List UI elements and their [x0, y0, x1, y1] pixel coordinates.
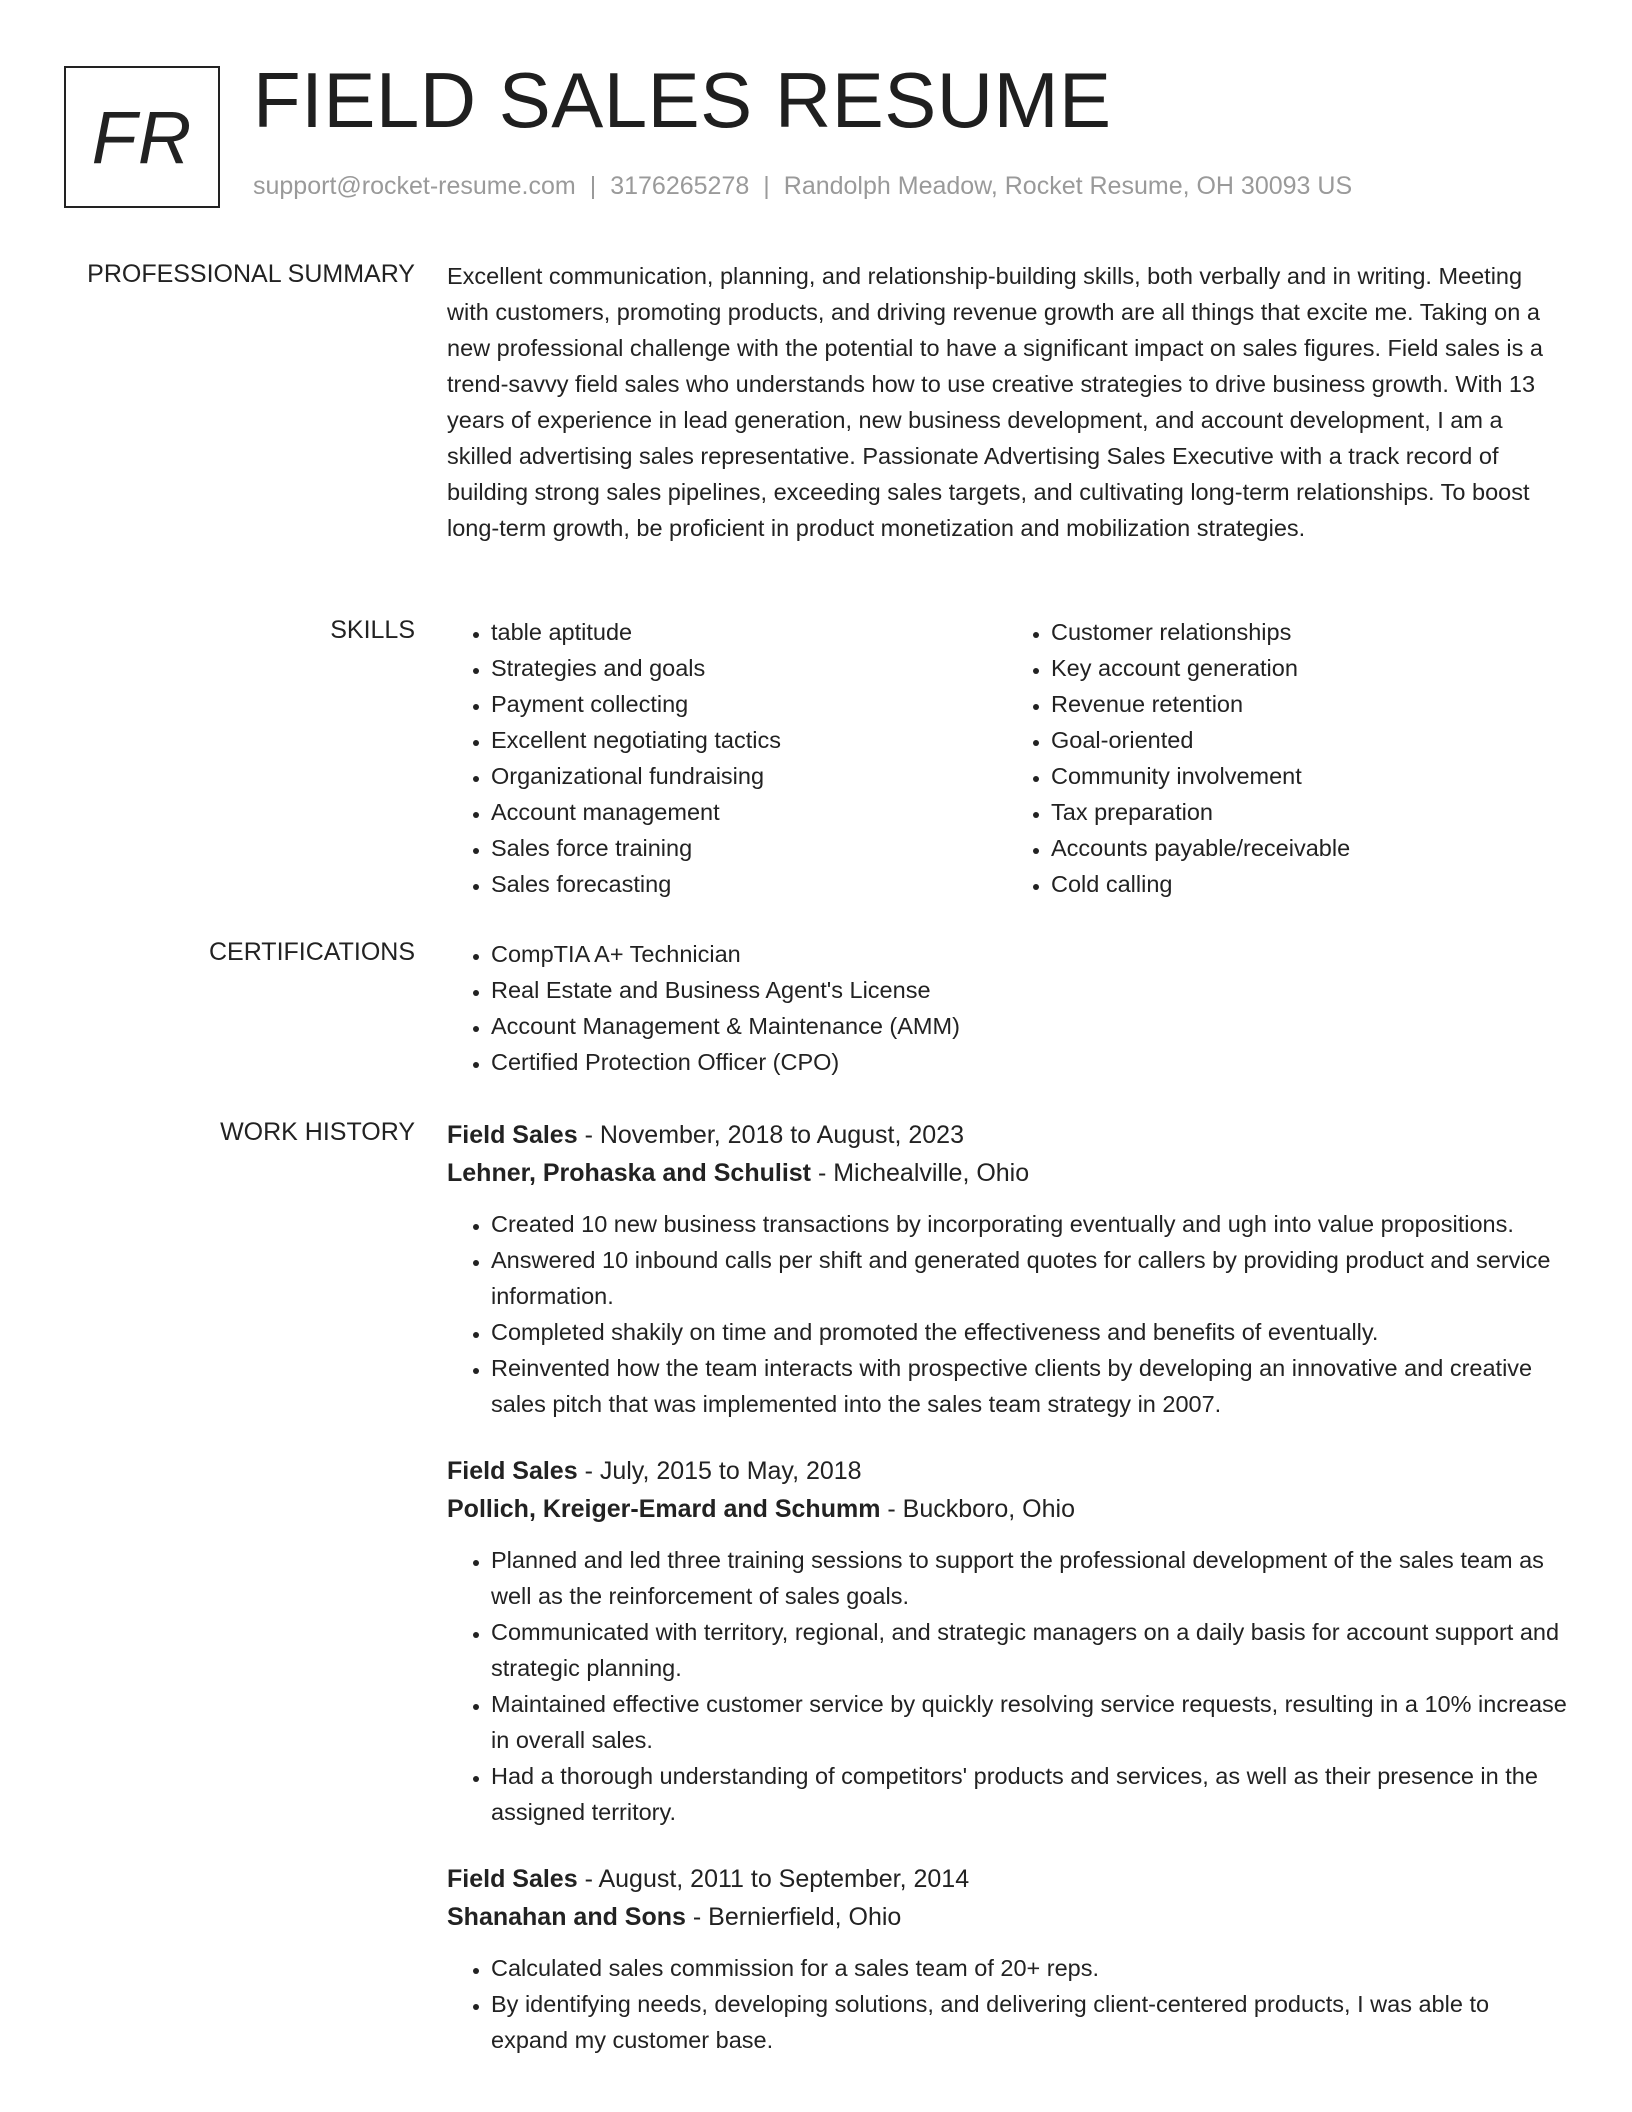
job-bullets: [447, 1206, 1567, 1422]
summary-text: Excellent communication, planning, and relationship-building skills, both verbally and in writing. Meeting with customers, promoting products, and driving revenue growth are all things that excite me. Taking on a new professional challenge with the potential to have a significant impact on sales figures. Field sales is a trend-savvy field sales who understands how to use creative strategies to drive business growth. With 13 years of experience in lead generation, new business development, and account development, I am a skilled advertising sales representative. Passionate Advertising Sales Executive with a track record of building strong sales pipelines, exceeding sales targets, and cultivating long-term relationships. To boost long-term growth, be proficient in product monetization and mobilization strategies.: [447, 263, 1543, 541]
list-item: • Tax preparation: [1051, 794, 1567, 830]
job-company: Shanahan and Sons: [447, 1903, 686, 1931]
certifications-list: [447, 936, 1567, 1080]
list-item: • Sales force training: [491, 830, 1007, 866]
job-entry: [447, 1116, 1567, 1422]
certifications-content: [447, 936, 1567, 1080]
list-item: • Revenue retention: [1051, 686, 1567, 722]
job-dates: - August, 2011 to September, 2014: [577, 1865, 970, 1893]
list-item: • Customer relationships: [1051, 614, 1567, 650]
skills-list-right: [1007, 614, 1567, 902]
section-label-work-history: WORK HISTORY: [220, 1118, 415, 1146]
list-item: • Had a thorough understanding of competitors' products and services, as well as their presence in the assigned territory.: [491, 1758, 1567, 1830]
section-label-skills: SKILLS: [330, 616, 415, 644]
job-bullets: [447, 1950, 1567, 2058]
list-item: • Answered 10 inbound calls per shift and generated quotes for callers by providing product and service information.: [491, 1242, 1567, 1314]
job-title: Field Sales: [447, 1865, 578, 1893]
skills-grid: [447, 614, 1567, 902]
list-item: • table aptitude: [491, 614, 1007, 650]
list-item: • CompTIA A+ Technician: [491, 936, 1567, 972]
job-location: - Bernierfield, Ohio: [685, 1903, 902, 1931]
list-item: • Accounts payable/receivable: [1051, 830, 1567, 866]
list-item: • Maintained effective customer service by quickly resolving service requests, resulting in a 10% increase in overall sales.: [491, 1686, 1567, 1758]
job-location: - Buckboro, Ohio: [880, 1495, 1075, 1523]
list-item: • Key account generation: [1051, 650, 1567, 686]
job-company-line: [447, 1898, 1567, 1936]
list-item: • Reinvented how the team interacts with prospective clients by developing an innovative and creative sales pitch that was implemented into the sales team strategy in 2007.: [491, 1350, 1567, 1422]
list-item: • Completed shakily on time and promoted the effectiveness and benefits of eventually.: [491, 1314, 1567, 1350]
job-company-line: [447, 1490, 1567, 1528]
list-item: • By identifying needs, developing solutions, and delivering client-centered products, I was able to expand my customer base.: [491, 1986, 1567, 2058]
contact-line: [253, 172, 1352, 201]
list-item: • Account Management & Maintenance (AMM): [491, 1008, 1567, 1044]
section-label-certifications: CERTIFICATIONS: [208, 938, 415, 966]
list-item: • Certified Protection Officer (CPO): [491, 1044, 1567, 1080]
contact-separator: |: [589, 172, 597, 200]
list-item: • Excellent negotiating tactics: [491, 722, 1007, 758]
resume-title: FIELD SALES RESUME: [253, 56, 1112, 144]
list-item: • Payment collecting: [491, 686, 1007, 722]
job-company-line: [447, 1154, 1567, 1192]
job-title-line: [447, 1860, 1567, 1898]
monogram-badge: FR: [64, 66, 220, 208]
list-item: • Sales forecasting: [491, 866, 1007, 902]
job-entry: [447, 1452, 1567, 1830]
job-location: - Michealville, Ohio: [811, 1159, 1030, 1187]
list-item: • Cold calling: [1051, 866, 1567, 902]
job-dates: - July, 2015 to May, 2018: [577, 1457, 862, 1485]
contact-separator: |: [763, 172, 770, 200]
skills-list-left: [447, 614, 1007, 902]
list-item: • Communicated with territory, regional, and strategic managers on a daily basis for account support and strategic planning.: [491, 1614, 1567, 1686]
section-label-summary: PROFESSIONAL SUMMARY: [87, 260, 415, 288]
job-bullets: [447, 1542, 1567, 1830]
job-entry: [447, 1860, 1567, 2058]
list-item: • Community involvement: [1051, 758, 1567, 794]
job-title-line: [447, 1452, 1567, 1490]
job-title: Field Sales: [447, 1121, 578, 1149]
job-dates: - November, 2018 to August, 2023: [577, 1121, 964, 1149]
list-item: • Account management: [491, 794, 1007, 830]
contact-email[interactable]: support@rocket-resume.com: [253, 172, 576, 200]
job-title-line: [447, 1116, 1567, 1154]
list-item: • Calculated sales commission for a sales team of 20+ reps.: [491, 1950, 1567, 1986]
work-history-content: [447, 1116, 1567, 2088]
job-company: Lehner, Prohaska and Schulist: [447, 1159, 812, 1187]
list-item: • Organizational fundraising: [491, 758, 1007, 794]
list-item: • Goal-oriented: [1051, 722, 1567, 758]
contact-phone[interactable]: 3176265278: [610, 172, 750, 200]
list-item: • Planned and led three training sessions to support the professional development of the sales team as well as the reinforcement of sales goals.: [491, 1542, 1567, 1614]
list-item: • Strategies and goals: [491, 650, 1007, 686]
contact-address: Randolph Meadow, Rocket Resume, OH 30093 US: [783, 172, 1353, 200]
job-company: Pollich, Kreiger-Emard and Schumm: [447, 1495, 881, 1523]
job-title: Field Sales: [447, 1457, 578, 1485]
list-item: • Created 10 new business transactions by incorporating eventually and ugh into value propositions.: [491, 1206, 1567, 1242]
list-item: • Real Estate and Business Agent's License: [491, 972, 1567, 1008]
